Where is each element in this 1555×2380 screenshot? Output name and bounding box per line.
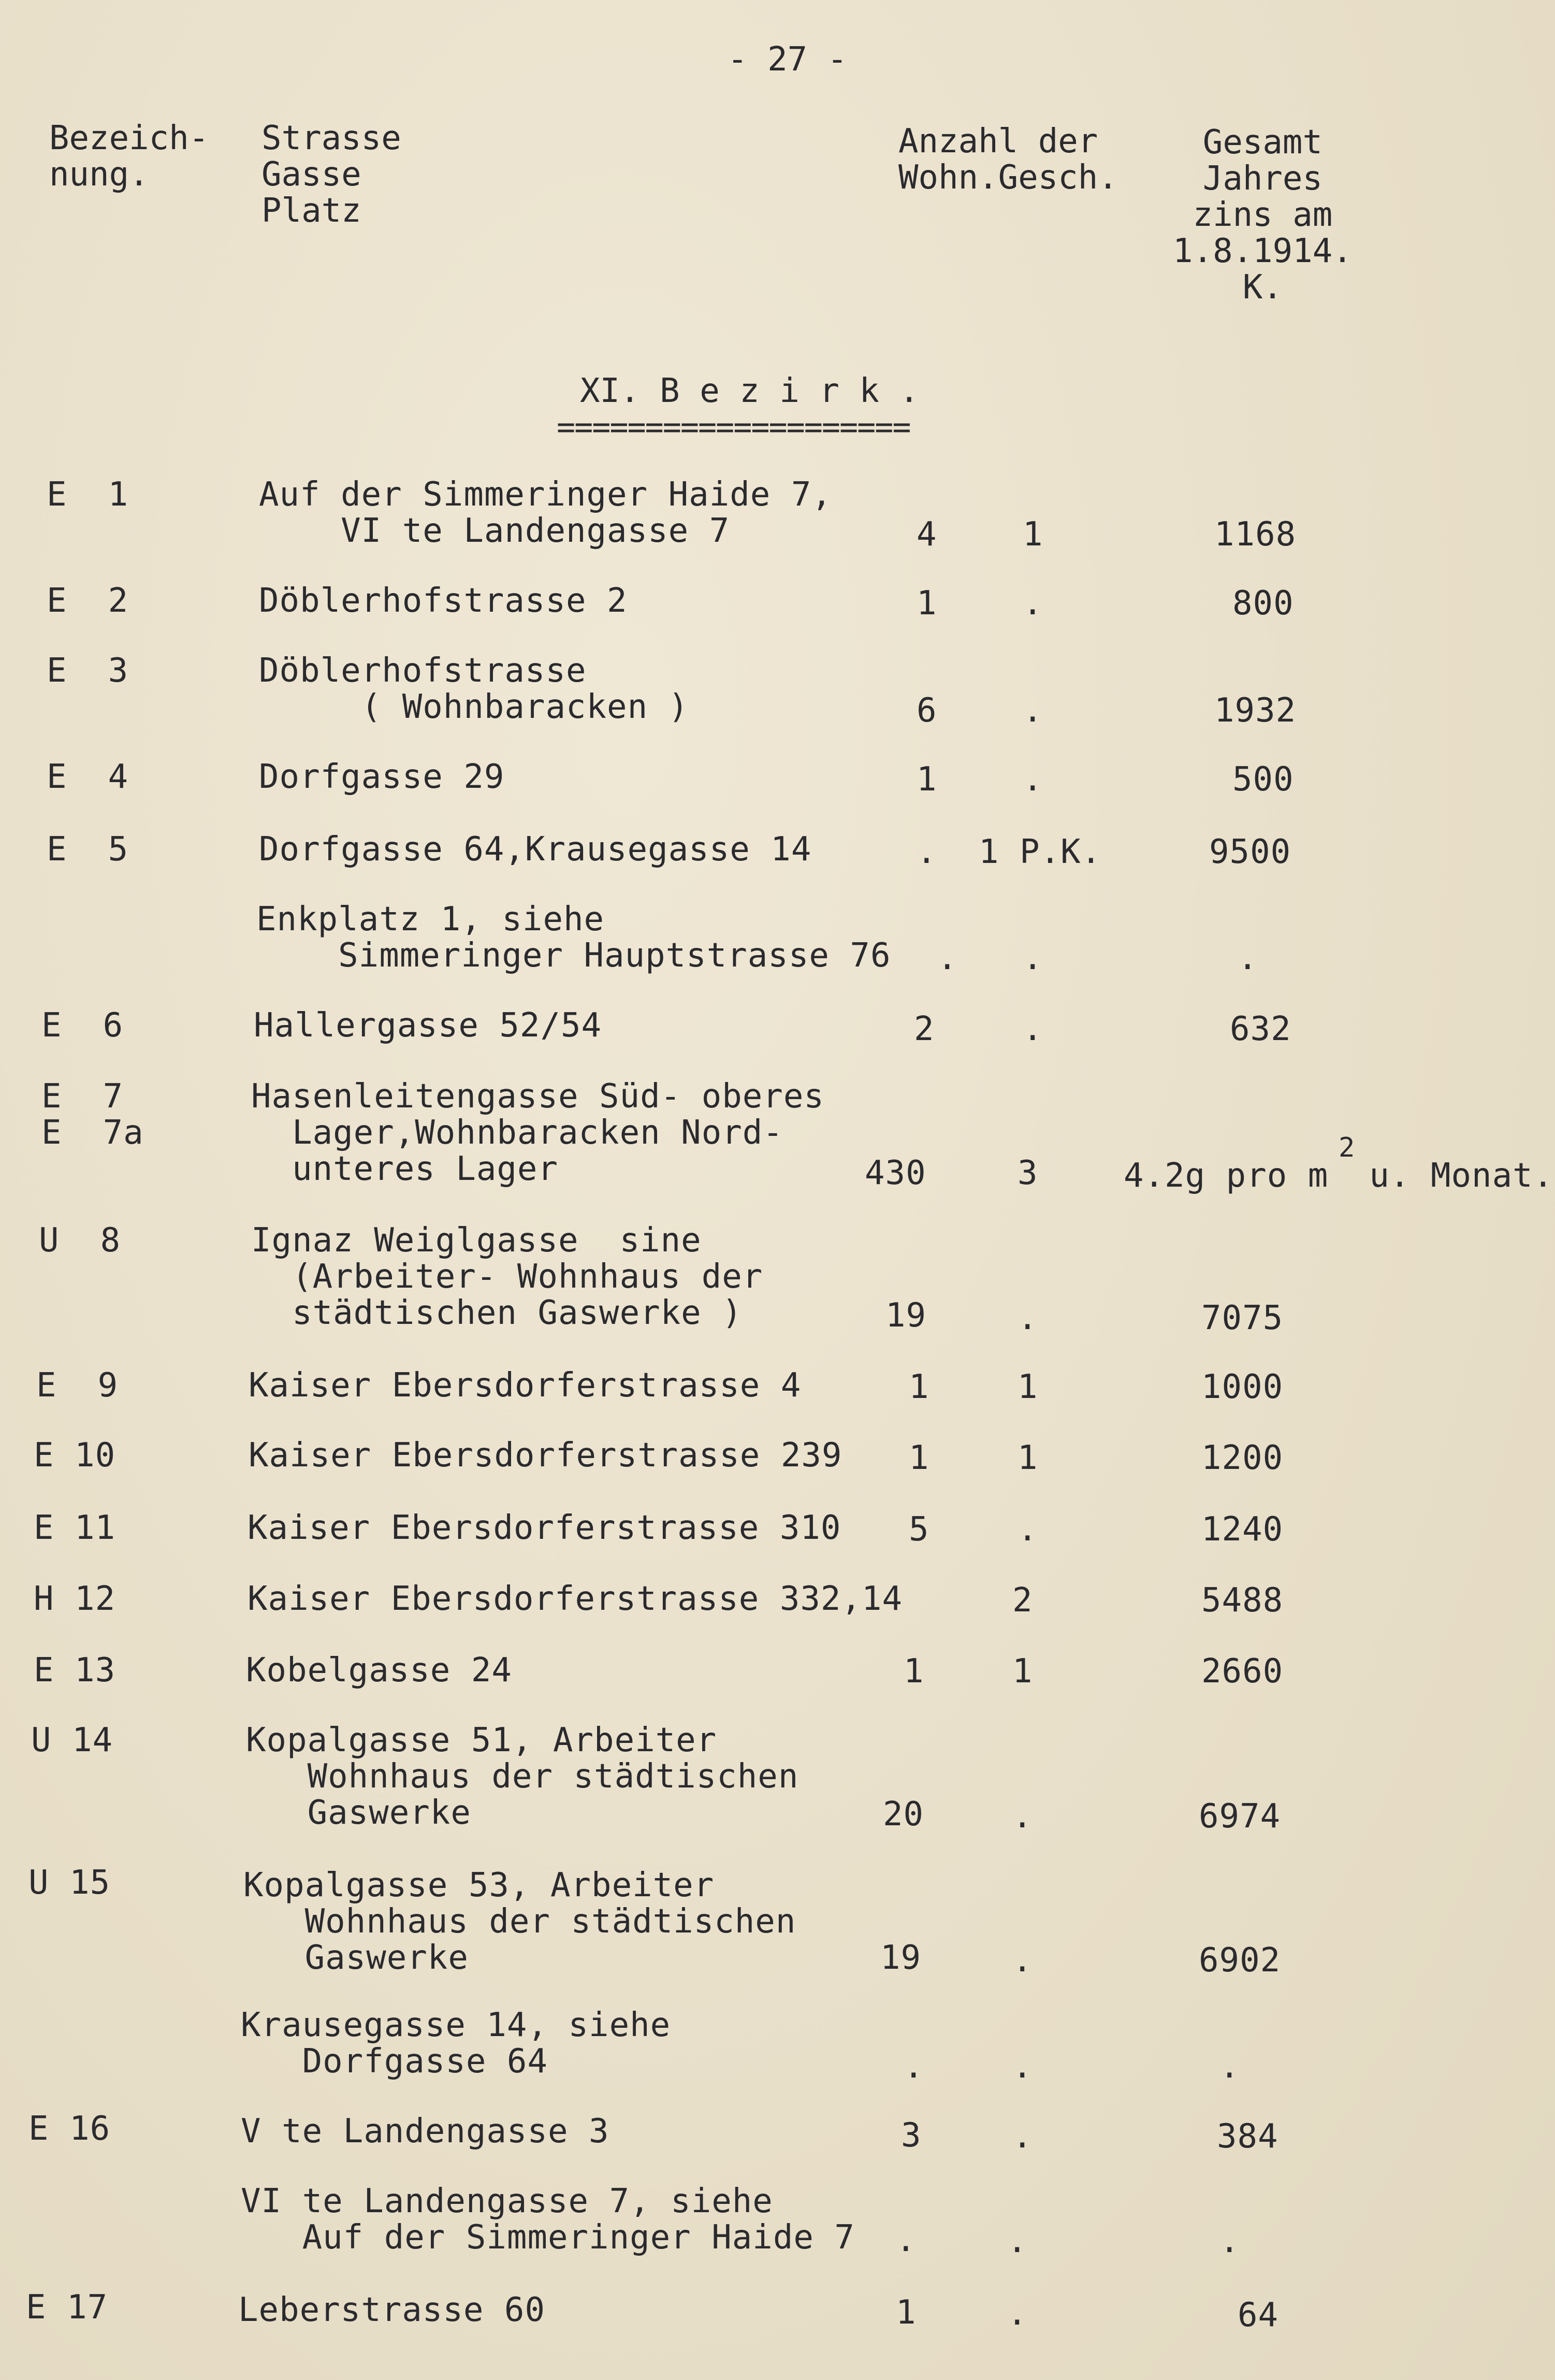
row-anzahl-b: 1 xyxy=(1018,1368,1038,1406)
row-anzahl-b: . xyxy=(1012,2047,1033,2086)
row-street: Kopalgasse 51, Arbeiter Wohnhaus der städtischen Gaswerke xyxy=(246,1721,799,1832)
row-anzahl-b: . xyxy=(1012,1941,1033,1980)
row-zins: 500 xyxy=(1232,760,1294,799)
row-street: Hallergasse 52/54 xyxy=(254,1006,602,1045)
row-anzahl-a: . xyxy=(896,2221,917,2259)
row-id: E 9 xyxy=(36,1366,119,1405)
row-anzahl-b: . xyxy=(1012,2117,1033,2156)
row-id: H 12 xyxy=(34,1580,116,1618)
row-street: Kobelgasse 24 xyxy=(246,1651,512,1690)
row-anzahl-a: 3 xyxy=(901,2116,922,2155)
section-rule: ==================== xyxy=(557,409,910,445)
row-anzahl-a: . xyxy=(937,939,958,977)
row-zins: 9500 xyxy=(1209,833,1291,871)
row-anzahl-b: . xyxy=(1023,584,1043,623)
row-anzahl-b: 3 xyxy=(1018,1154,1038,1192)
row-anzahl-a: 6 xyxy=(917,691,937,730)
row-anzahl-b: . xyxy=(1018,1299,1038,1337)
row-anzahl-a: 430 xyxy=(865,1154,926,1192)
row-zins: 800 xyxy=(1232,584,1294,623)
row-id: E 11 xyxy=(34,1509,116,1547)
row-street: Döblerhofstrasse ( Wohnbaracken ) xyxy=(259,652,689,726)
row-anzahl-a: . xyxy=(917,833,937,871)
row-street: Hasenleitengasse Süd- oberes Lager,Wohnbaracken Nord- unteres Lager xyxy=(251,1077,824,1188)
row-street: Leberstrasse 60 xyxy=(238,2291,545,2329)
row-anzahl-b: . xyxy=(1007,2222,1028,2260)
row-id: E 6 xyxy=(41,1006,124,1045)
row-id: E 7 E 7a xyxy=(41,1077,144,1152)
row-id: E 4 xyxy=(47,758,129,796)
row-zins: 1000 xyxy=(1201,1368,1284,1406)
row-street: Kaiser Ebersdorferstrasse 4 xyxy=(249,1366,802,1405)
row-anzahl-a: 19 xyxy=(880,1939,922,1977)
row-anzahl-b: . xyxy=(1007,2295,1028,2333)
row-anzahl-b: . xyxy=(1023,760,1043,799)
row-zins: 384 xyxy=(1217,2117,1278,2156)
row-anzahl-a: 4 xyxy=(917,515,937,554)
row-zins: 1200 xyxy=(1201,1439,1284,1477)
row-anzahl-b: 1 xyxy=(1012,1652,1033,1691)
row-anzahl-b: 1 xyxy=(1018,1439,1038,1477)
row-anzahl-a: 1 xyxy=(904,1652,924,1691)
row-zins: 6974 xyxy=(1199,1797,1281,1836)
row-id: E 3 xyxy=(47,652,129,690)
row-anzahl-a: 2 xyxy=(914,1010,935,1048)
row-zins: 1168 xyxy=(1214,515,1297,554)
row-zins: 1240 xyxy=(1201,1510,1284,1549)
row-zins: 6902 xyxy=(1199,1941,1281,1980)
header-bezeichnung: Bezeich- nung. xyxy=(49,119,209,194)
row-anzahl-b: 1 P.K. xyxy=(979,833,1102,871)
row-street: Kaiser Ebersdorferstrasse 332,14 xyxy=(248,1580,903,1618)
row-anzahl-a: 19 xyxy=(885,1296,927,1335)
page-number: - 27 - xyxy=(728,40,848,79)
row-street: Krausegasse 14, siehe Dorfgasse 64 xyxy=(241,2006,671,2081)
row-id: E 5 xyxy=(47,830,129,869)
row-street: V te Landengasse 3 xyxy=(241,2112,609,2151)
row-anzahl-a: 1 xyxy=(909,1368,929,1406)
row-zins: 1932 xyxy=(1214,691,1297,730)
header-anzahl: Anzahl der Wohn.Gesch. xyxy=(898,122,1118,197)
row-id: U 15 xyxy=(28,1864,111,1902)
row-zins: 64 xyxy=(1238,2296,1279,2334)
row-street: Auf der Simmeringer Haide 7, VI te Landengasse 7 xyxy=(259,475,832,550)
row-zins: 5488 xyxy=(1201,1581,1284,1620)
row-anzahl-b: . xyxy=(1023,691,1043,730)
row-anzahl-b: 2 xyxy=(1012,1581,1033,1620)
row-anzahl-a: 20 xyxy=(883,1795,924,1834)
row-id: E 2 xyxy=(47,582,129,620)
row-zins: . xyxy=(1219,2047,1240,2086)
row-street: Kopalgasse 53, Arbeiter Wohnhaus der städtischen Gaswerke xyxy=(243,1866,796,1977)
row-anzahl-b: 1 xyxy=(1023,515,1043,554)
row-zins: 632 xyxy=(1230,1010,1291,1048)
row-street: Kaiser Ebersdorferstrasse 310 xyxy=(248,1509,841,1547)
row-id: E 16 xyxy=(28,2110,111,2148)
row-anzahl-a: 1 xyxy=(896,2294,917,2332)
row-anzahl-a: . xyxy=(904,2047,924,2086)
row-street: Dorfgasse 29 xyxy=(259,758,505,796)
row-zins: 7075 xyxy=(1201,1299,1284,1337)
row-street: Dorfgasse 64,Krausegasse 14 xyxy=(259,830,812,869)
row-id: E 1 xyxy=(47,475,129,514)
row-id: U 8 xyxy=(39,1221,121,1260)
header-gesamt: Gesamt Jahres zins am 1.8.1914. K. xyxy=(1173,123,1353,307)
row-id: E 10 xyxy=(34,1436,116,1475)
row-zins: . xyxy=(1238,939,1258,977)
row-anzahl-a: 5 xyxy=(909,1510,929,1549)
row-anzahl-b: . xyxy=(1023,939,1043,977)
row-street: Enkplatz 1, siehe Simmeringer Hauptstrasse 76 xyxy=(256,900,891,975)
row-zins-superscript: 2 xyxy=(1339,1132,1355,1163)
row-street: VI te Landengasse 7, siehe Auf der Simmeringer Haide 7 xyxy=(241,2182,855,2257)
row-id: E 13 xyxy=(34,1651,116,1690)
row-anzahl-b: . xyxy=(1018,1510,1038,1549)
row-street: Ignaz Weiglgasse sine (Arbeiter- Wohnhaus der städtischen Gaswerke ) xyxy=(251,1221,763,1332)
row-id: U 14 xyxy=(31,1721,113,1759)
row-street: Döblerhofstrasse 2 xyxy=(259,582,628,620)
row-anzahl-a: 1 xyxy=(917,584,937,623)
row-zins: 2660 xyxy=(1201,1652,1284,1691)
section-title: XI. B e z i r k . xyxy=(580,372,920,410)
row-street: Kaiser Ebersdorferstrasse 239 xyxy=(249,1436,842,1475)
row-anzahl-a: 1 xyxy=(909,1439,929,1477)
row-anzahl-b: . xyxy=(1023,1010,1043,1048)
row-zins: 4.2g pro m u. Monat. xyxy=(1124,1157,1554,1195)
header-strasse: Strasse Gasse Platz xyxy=(261,119,401,230)
row-anzahl-a: 1 xyxy=(917,760,937,799)
row-zins: . xyxy=(1219,2222,1240,2260)
row-id: E 17 xyxy=(26,2288,108,2327)
row-anzahl-b: . xyxy=(1012,1797,1033,1836)
